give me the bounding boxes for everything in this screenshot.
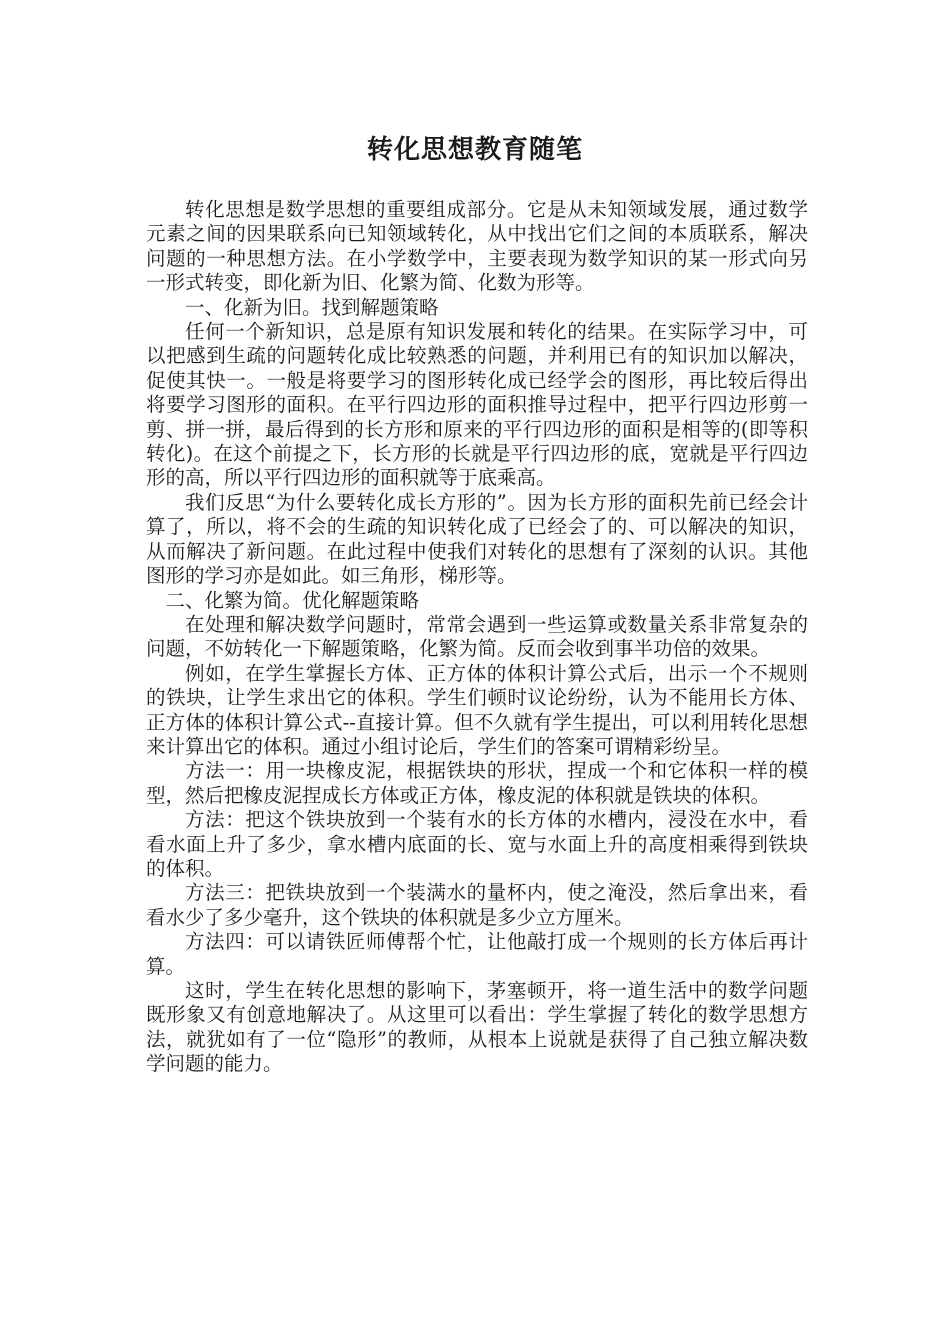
document-title: 转化思想教育随笔	[366, 135, 583, 165]
paragraph-new-knowledge: 任何一个新知识，总是原有知识发展和转化的结果。在实际学习中，可以把感到生疏的问题转化成比较熟悉的问题，并利用已有的知识加以解决，促使其快一。一般是将要学习的图形转化成已经学会的图形，再比较后得出将要学习图形的面积。在平行四边形的面积推导过程中，把平行四边形剪一剪、拼一拼，最后得到的长方形和原来的平行四边形的面积是相等的(即等积转化)。在这个前提之下，长方形的长就是平行四边形的底，宽就是平行四边形的高，所以平行四边形的面积就等于底乘高。	[146, 320, 808, 490]
document-body	[146, 198, 808, 1077]
section-heading-2: 二、化繁为简。优化解题策略	[165, 588, 420, 612]
paragraph-method-1: 方法一：用一块橡皮泥，根据铁块的形状，捏成一个和它体积一样的模型，然后把橡皮泥捏成长方体或正方体，橡皮泥的体积就是铁块的体积。	[146, 759, 808, 807]
paragraph-method-3: 方法三：把铁块放到一个装满水的量杯内，使之淹没，然后拿出来，看看水少了多少毫升，这个铁块的体积就是多少立方厘米。	[146, 881, 808, 929]
section-heading-1: 一、化新为旧。找到解题策略	[185, 295, 439, 319]
paragraph-simplify: 在处理和解决数学问题时，常常会遇到一些运算或数量关系非常复杂的问题，不妨转化一下解题策略，化繁为简。反而会收到事半功倍的效果。	[146, 612, 808, 661]
paragraph-method-4: 方法四：可以请铁匠师傅帮个忙，让他敲打成一个规则的长方体后再计算。	[146, 930, 808, 978]
paragraph-reflection: 我们反思“为什么要转化成长方形的”。因为长方形的面积先前已经会计算了，所以，将不会的生疏的知识转化成了已经会了的、可以解决的知识，从而解决了新问题。在此过程中使我们对转化的思想有了深刻的认识。其他图形的学习亦是如此。如三角形，梯形等。	[146, 490, 808, 588]
paragraph-conclusion: 这时，学生在转化思想的影响下，茅塞顿开，将一道生活中的数学问题既形象又有创意地解决了。从这里可以看出：学生掌握了转化的数学思想方法，就犹如有了一位“隐形”的教师，从根本上说就是获得了自己独立解决数学问题的能力。	[146, 979, 808, 1076]
paragraph-example: 例如，在学生掌握长方体、正方体的体积计算公式后，出示一个不规则的铁块，让学生求出它的体积。学生们顿时议论纷纷，认为不能用长方体、正方体的体积计算公式--直接计算。但不久就有学生提出，可以利用转化思想来计算出它的体积。通过小组讨论后，学生们的答案可谓精彩纷呈。	[146, 661, 808, 758]
paragraph-intro: 转化思想是数学思想的重要组成部分。它是从未知领域发展，通过数学元素之间的因果联系向已知领域转化，从中找出它们之间的本质联系，解决问题的一种思想方法。在小学数学中，主要表现为数学知识的某一形式向另一形式转变，即化新为旧、化繁为简、化数为形等。	[146, 198, 808, 295]
paragraph-method-2: 方法：把这个铁块放到一个装有水的长方体的水槽内，浸没在水中，看看水面上升了多少，拿水槽内底面的长、宽与水面上升的高度相乘得到铁块的体积。	[146, 808, 808, 880]
